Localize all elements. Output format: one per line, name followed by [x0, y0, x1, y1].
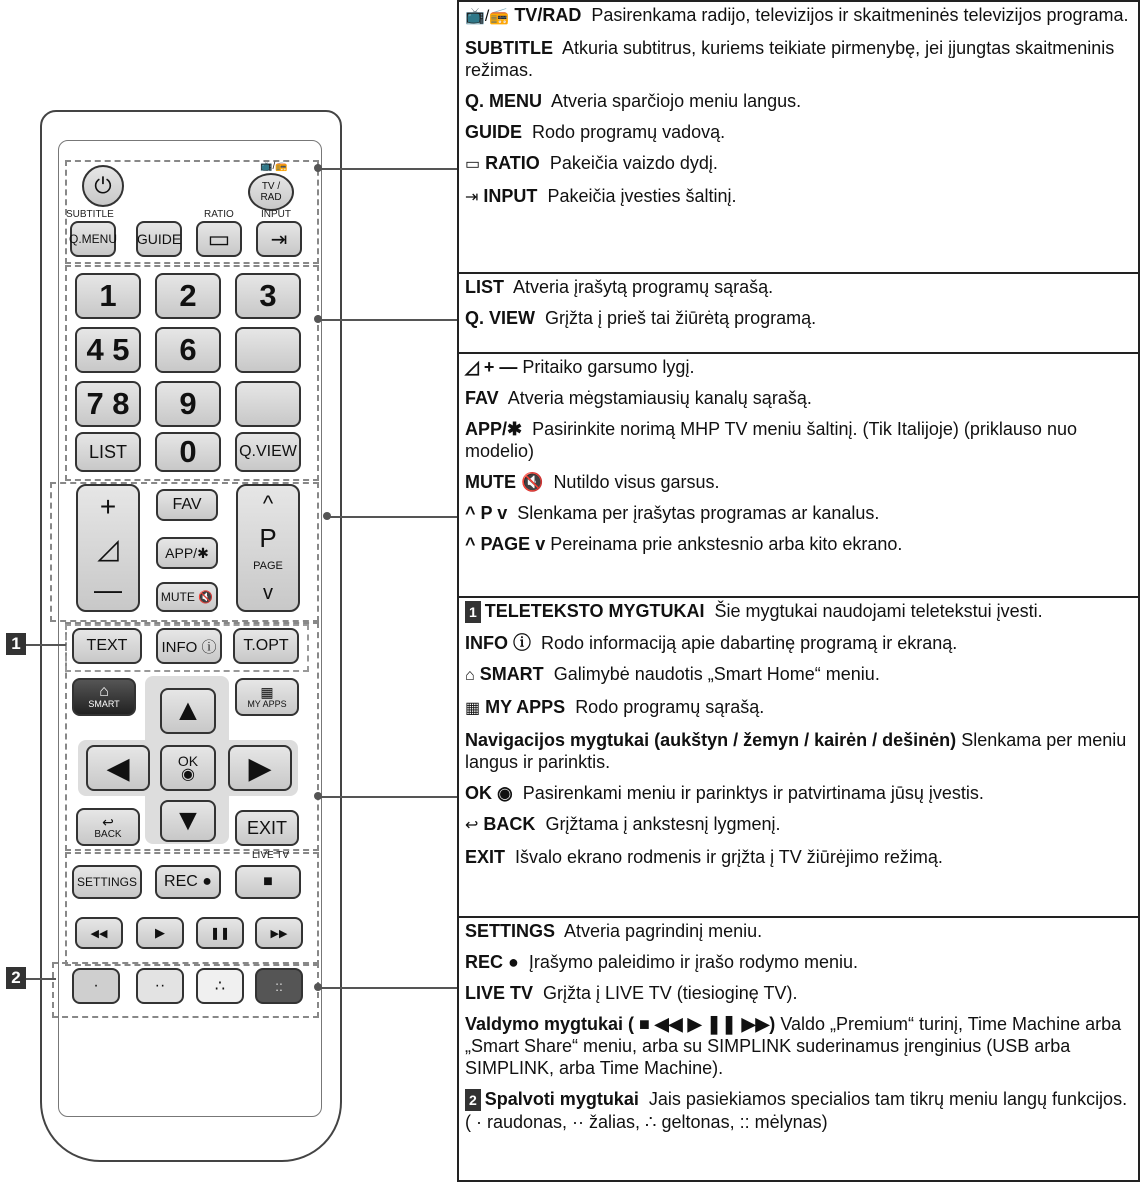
key-my-apps: MY APPS	[485, 697, 566, 717]
row-input	[465, 185, 1132, 209]
pause-icon: ❚❚	[209, 926, 231, 940]
key-input: INPUT	[483, 186, 538, 206]
smart-home-button[interactable]	[72, 678, 136, 716]
ratio-button[interactable]	[196, 221, 242, 257]
power-button[interactable]	[82, 165, 124, 207]
number-button-blank-1[interactable]	[235, 327, 301, 373]
live-tv-button[interactable]	[235, 865, 301, 899]
row-playback-controls	[465, 1013, 1132, 1079]
desc-navigation: Slenkama per meniu langus ir parinktis.	[465, 730, 1127, 772]
row-guide	[465, 121, 1132, 143]
input-icon: ⇥	[465, 189, 479, 206]
page-label: PAGE	[253, 559, 283, 572]
row-page	[465, 533, 1132, 555]
marker-1-icon: 1	[465, 601, 481, 623]
section-number-buttons	[459, 274, 1138, 354]
leader-line-top	[320, 168, 457, 170]
key-smart: SMART	[479, 664, 544, 684]
row-teletext	[465, 600, 1132, 623]
key-color-keys: Spalvoti mygtukai	[484, 1089, 639, 1109]
desc-qview: Grįžta į prieš tai žiūrėtą programą.	[545, 308, 817, 328]
app-button[interactable]: APP/✱	[156, 537, 218, 569]
key-ratio: RATIO	[485, 153, 540, 173]
desc-live-tv: Grįžta į LIVE TV (tiesioginę TV).	[543, 983, 798, 1003]
desc-ok: Pasirenkami meniu ir parinktys ir patvirtinama jūsų įvestis.	[522, 783, 984, 803]
row-my-apps	[465, 696, 1132, 720]
section-volume-page	[459, 354, 1138, 598]
down-button[interactable]	[160, 800, 216, 842]
live-tv-label: LIVE TV	[252, 850, 290, 861]
number-button-7-8[interactable]: 7 8	[75, 381, 141, 427]
key-qview: Q. VIEW	[465, 308, 536, 328]
back-button[interactable]	[76, 808, 140, 846]
settings-button[interactable]: SETTINGS	[72, 865, 142, 899]
blue-button[interactable]: ::	[255, 968, 303, 1004]
row-info	[465, 632, 1132, 654]
key-program: ^ P v	[465, 503, 508, 523]
leader-line-marker-1	[26, 644, 66, 646]
volume-rocker[interactable]	[76, 484, 140, 612]
page-rocker[interactable]	[236, 484, 300, 612]
number-button-2[interactable]: 2	[155, 273, 221, 319]
key-playback-controls: Valdymo mygtukai ( ■ ◀◀ ▶ ❚❚ ▶▶)	[465, 1014, 776, 1034]
desc-page: Pereinama prie ankstesnio arba kito ekrano.	[550, 534, 903, 554]
qview-button[interactable]: Q.VIEW	[235, 432, 301, 472]
red-button[interactable]: ·	[72, 968, 120, 1004]
yellow-button[interactable]: ∴	[196, 968, 244, 1004]
tv-rad-button[interactable]: TV / RAD	[248, 173, 294, 211]
volume-plus-icon: +	[99, 490, 117, 522]
desc-volume: Pritaiko garsumo lygį.	[522, 357, 695, 377]
desc-subtitle: Atkuria subtitrus, kuriems teikiate pirmenybę, jei įjungtas skaitmeninis režimas.	[465, 38, 1115, 80]
home-icon: ⌂	[465, 667, 475, 684]
desc-playback-controls: Valdo „Premium“ turinį, Time Machine arba „Smart Share“ meniu, arba su SIMPLINK suderinamus įrenginius (USB arba SIMPLINK, arba Time Machine).	[465, 1014, 1122, 1078]
ratio-label: RATIO	[204, 209, 234, 220]
number-button-0[interactable]: 0	[155, 432, 221, 472]
desc-back: Grįžtama į ankstesnį lygmenį.	[545, 814, 781, 834]
mute-button[interactable]: MUTE 🔇	[156, 582, 218, 612]
key-info: INFO ⓘ	[465, 633, 531, 653]
row-settings	[465, 920, 1132, 942]
desc-rec: Įrašymo paleidimo ir įrašo rodymo meniu.	[528, 952, 859, 972]
rewind-button[interactable]	[75, 917, 123, 949]
number-button-9[interactable]: 9	[155, 381, 221, 427]
my-apps-label: MY APPS	[247, 699, 287, 709]
section-navigation	[459, 598, 1138, 918]
fast-forward-icon: ▶▶	[270, 927, 288, 940]
right-button[interactable]	[228, 745, 292, 791]
description-panel	[457, 0, 1140, 1182]
up-arrow-icon: ▲	[173, 694, 203, 727]
topt-button[interactable]: T.OPT	[233, 628, 299, 664]
tv-rad-icon: 📺/📻	[260, 161, 288, 172]
row-back	[465, 813, 1132, 837]
subtitle-label: SUBTITLE	[66, 209, 114, 220]
desc-exit: Išvalo ekrano rodmenis ir grįžta į TV žiūrėjimo režimą.	[515, 847, 943, 867]
row-mute	[465, 471, 1132, 493]
back-icon: ↩	[102, 813, 114, 830]
desc-ratio: Pakeičia vaizdo dydį.	[549, 153, 718, 173]
row-exit	[465, 846, 1132, 868]
qmenu-button[interactable]: Q.MENU	[70, 221, 116, 257]
row-tv-rad	[465, 4, 1132, 28]
key-qmenu: Q. MENU	[465, 91, 543, 111]
key-subtitle: SUBTITLE	[465, 38, 553, 58]
input-button[interactable]	[256, 221, 302, 257]
key-page: ^ PAGE v	[465, 534, 546, 554]
key-live-tv: LIVE TV	[465, 983, 534, 1003]
tv-radio-icon: 📺/📻	[465, 8, 510, 25]
key-back: BACK	[483, 814, 536, 834]
ratio-icon: ▭	[207, 225, 231, 253]
key-exit: EXIT	[465, 847, 506, 867]
power-icon: ⏻	[94, 173, 112, 198]
fast-forward-button[interactable]	[255, 917, 303, 949]
desc-tv-rad: Pasirenkama radijo, televizijos ir skaitmeninės televizijos programa.	[591, 5, 1129, 25]
key-app: APP/✱	[465, 419, 523, 439]
back-icon: ↩	[465, 817, 479, 834]
row-ratio	[465, 152, 1132, 176]
number-button-1[interactable]: 1	[75, 273, 141, 319]
row-qmenu	[465, 90, 1132, 112]
key-guide: GUIDE	[465, 122, 523, 142]
input-icon: ⇥	[270, 228, 288, 251]
leader-line-volume	[330, 516, 457, 518]
page-down-icon: v	[263, 581, 273, 604]
marker-2-icon: 2	[465, 1089, 481, 1111]
row-rec	[465, 951, 1132, 973]
home-icon: ⌂	[99, 683, 109, 700]
back-label: BACK	[94, 828, 122, 840]
rec-button[interactable]: REC ●	[155, 865, 221, 899]
row-live-tv	[465, 982, 1132, 1004]
key-ok: OK ◉	[465, 783, 513, 803]
row-navigation	[465, 729, 1132, 773]
input-label: INPUT	[261, 209, 291, 220]
list-button[interactable]: LIST	[75, 432, 141, 472]
key-tv-rad: TV/RAD	[514, 5, 582, 25]
leader-line-playback	[320, 987, 457, 989]
left-button[interactable]	[86, 745, 150, 791]
guide-button[interactable]: GUIDE	[136, 221, 182, 257]
key-volume: ◿ + —	[465, 357, 518, 377]
leader-line-navigation	[320, 796, 457, 798]
leader-line-numbers	[320, 319, 457, 321]
section-playback-color	[459, 918, 1138, 1180]
left-arrow-icon: ◀	[106, 751, 130, 785]
text-button[interactable]: TEXT	[72, 628, 142, 664]
ok-label: OK	[177, 753, 199, 769]
page-up-icon: ^	[262, 491, 274, 517]
key-teletext: TELETEKSTO MYGTUKAI	[484, 601, 705, 621]
volume-icon: ◿	[97, 532, 119, 564]
page-p-label: P	[259, 523, 277, 554]
ok-button[interactable]	[160, 745, 216, 791]
info-button[interactable]: INFO ⓘ	[156, 628, 222, 664]
row-program	[465, 502, 1132, 524]
desc-qmenu: Atveria sparčiojo meniu langus.	[551, 91, 802, 111]
desc-color-keys: Jais pasiekiamos specialios tam tikrų meniu langų funkcijos. ( · raudonas, ·· žalias, ∴ geltonas, :: mėlynas)	[465, 1089, 1128, 1132]
down-arrow-icon: ▼	[173, 804, 203, 837]
row-subtitle	[465, 37, 1132, 81]
desc-my-apps: Rodo programų sąrašą.	[575, 697, 765, 717]
row-ok	[465, 782, 1132, 804]
stop-icon: ■	[263, 873, 273, 890]
desc-list: Atveria įrašytą programų sąrašą.	[513, 277, 774, 297]
key-settings: SETTINGS	[465, 921, 556, 941]
desc-settings: Atveria pagrindinį meniu.	[564, 921, 763, 941]
fav-button[interactable]: FAV	[156, 489, 218, 521]
desc-info: Rodo informaciją apie dabartinę programą ir ekraną.	[541, 633, 958, 653]
section-top-buttons	[459, 2, 1138, 274]
number-button-blank-2[interactable]	[235, 381, 301, 427]
row-list	[465, 276, 1132, 298]
row-app	[465, 418, 1132, 462]
remote-control	[0, 0, 450, 1187]
row-fav	[465, 387, 1132, 409]
desc-smart: Galimybė naudotis „Smart Home“ meniu.	[553, 664, 880, 684]
key-list: LIST	[465, 277, 504, 297]
ratio-icon: ▭	[465, 156, 481, 173]
play-button[interactable]	[136, 917, 184, 949]
marker-1: 1	[6, 633, 26, 655]
leader-line-marker-2	[26, 978, 56, 980]
my-apps-button[interactable]	[235, 678, 299, 716]
my-apps-icon: ▦	[465, 700, 481, 717]
up-button[interactable]	[160, 688, 216, 734]
pause-button[interactable]	[196, 917, 244, 949]
key-navigation: Navigacijos mygtukai (aukštyn / žemyn / kairėn / dešinėn)	[465, 730, 957, 750]
desc-input: Pakeičia įvesties šaltinį.	[547, 186, 737, 206]
row-qview	[465, 307, 1132, 329]
key-mute: MUTE 🔇	[465, 472, 544, 492]
number-button-3[interactable]: 3	[235, 273, 301, 319]
row-smart	[465, 663, 1132, 687]
my-apps-icon: ▦	[260, 684, 274, 700]
right-arrow-icon: ▶	[248, 751, 272, 785]
play-icon: ▶	[155, 925, 165, 940]
desc-guide: Rodo programų vadovą.	[532, 122, 726, 142]
number-button-6[interactable]: 6	[155, 327, 221, 373]
row-color-keys	[465, 1088, 1132, 1133]
ok-icon: ◉	[181, 766, 195, 783]
exit-button[interactable]: EXIT	[235, 810, 299, 846]
desc-app: Pasirinkite norimą MHP TV meniu šaltinį. (Tik Italijoje) (priklauso nuo modelio)	[465, 419, 1077, 461]
key-rec: REC ●	[465, 952, 519, 972]
desc-teletext: Šie mygtukai naudojami teletekstui įvesti.	[714, 601, 1043, 621]
key-fav: FAV	[465, 388, 499, 408]
rewind-icon: ◀◀	[90, 927, 108, 940]
desc-program: Slenkama per įrašytas programas ar kanalus.	[517, 503, 880, 523]
volume-minus-icon: —	[94, 573, 122, 605]
desc-fav: Atveria mėgstamiausių kanalų sąrašą.	[507, 388, 812, 408]
green-button[interactable]: ··	[136, 968, 184, 1004]
row-volume	[465, 356, 1132, 378]
marker-2: 2	[6, 967, 26, 989]
smart-label: SMART	[88, 699, 120, 709]
desc-mute: Nutildo visus garsus.	[553, 472, 720, 492]
number-button-4-5[interactable]: 4 5	[75, 327, 141, 373]
